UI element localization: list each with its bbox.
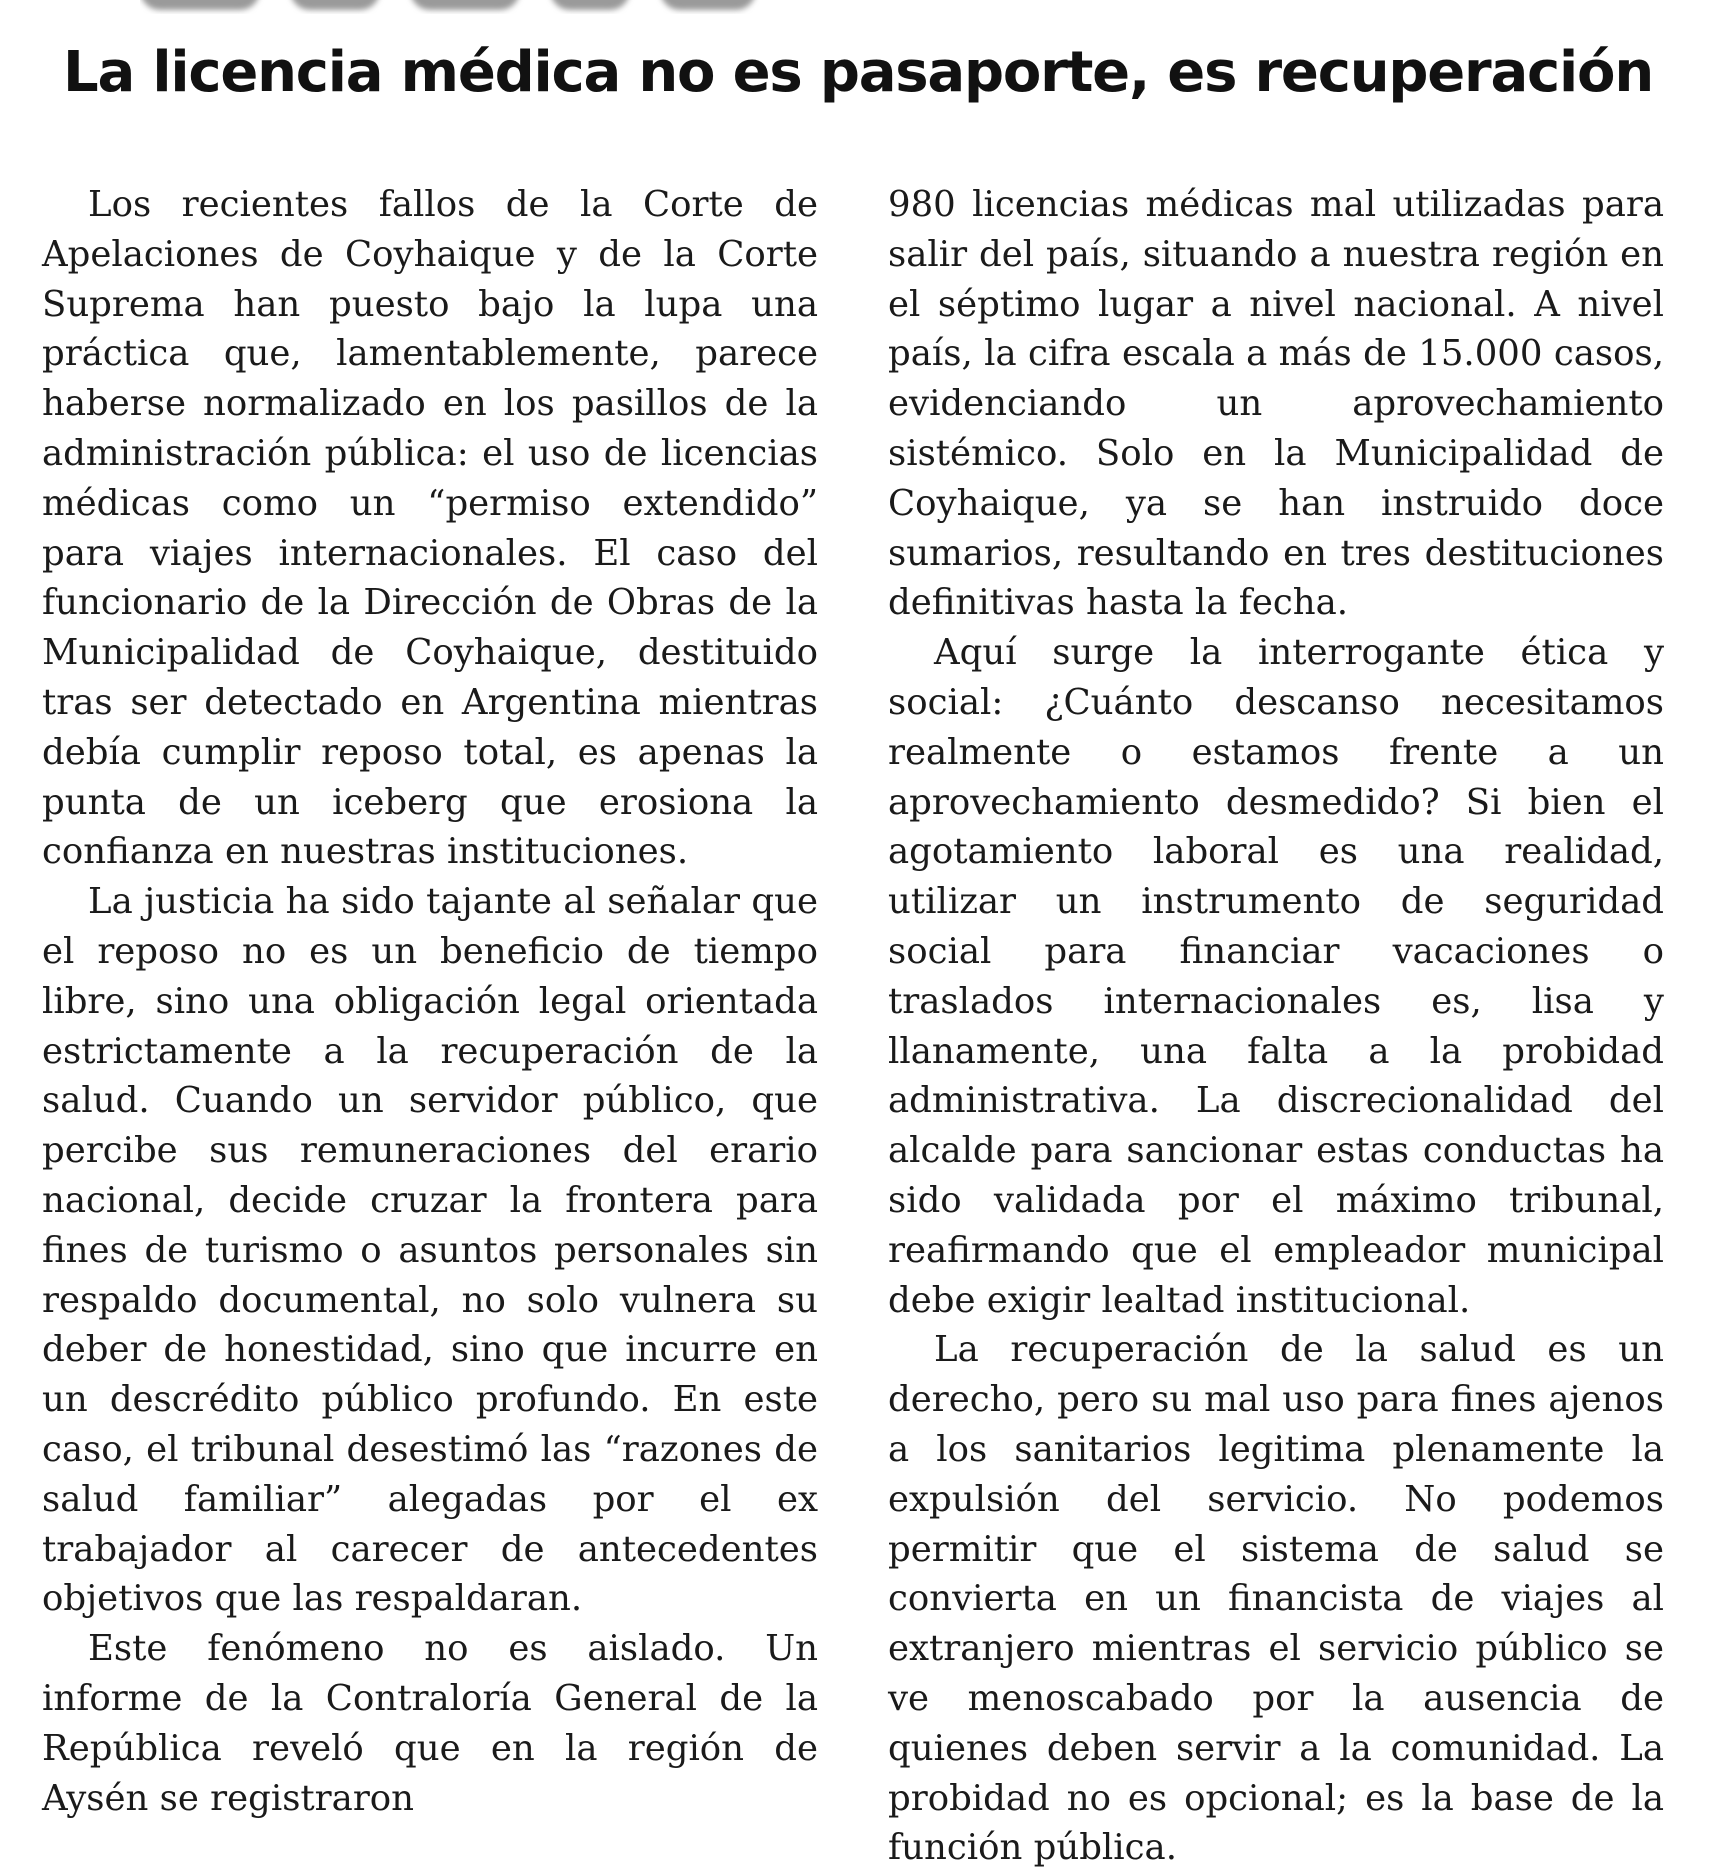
paragraph-4: Aquí surge la interrogante ética y social: ¿Cuánto descanso necesitamos realmente o estamos frente a un aprovechamiento desmedido? Si bien el agotamiento laboral es una realidad, utilizar un instrumento de seguridad social para financiar vacaciones o traslados internacionales es, lisa y llanamente, una falta a la probidad administrativa. La discrecionalidad del alcalde para sancionar estas conductas ha sido validada por el máximo tribunal, reafirmando que el empleador municipal debe exigir lealtad institucional.	[888, 632, 1664, 1321]
paragraph-3: Este fenómeno no es aislado. Un informe de la Contraloría General de la República reveló que en la región de Aysén se registraron	[42, 1628, 818, 1819]
article-headline: La licencia médica no es pasaporte, es recuperación	[63, 40, 1653, 105]
paragraph-5: La recuperación de la salud es un derecho, pero su mal uso para fines ajenos a los sanitarios legitima plenamente la expulsión del servicio. No podemos permitir que el sistema de salud se convierta en un financista de viajes al extranjero mientras el servicio público se ve menoscabado por la ausencia de quienes deben servir a la comunidad. La probidad no es opcional; es la base de la función pública.	[888, 1329, 1664, 1869]
article-column-left	[42, 180, 818, 1823]
article-column-right	[888, 180, 1664, 1873]
clipped-header-fragment	[140, 0, 760, 14]
paragraph-3-continued: 980 licencias médicas mal utilizadas para salir del país, situando a nuestra región en el séptimo lugar a nivel nacional. A nivel país, la cifra escala a más de 15.000 casos, evidenciando un aprovechamiento sistémico. Solo en la Municipalidad de Coyhaique, ya se han instruido doce sumarios, resultando en tres destituciones definitivas hasta la fecha.	[888, 184, 1664, 624]
paragraph-1: Los recientes fallos de la Corte de Apelaciones de Coyhaique y de la Corte Suprema han puesto bajo la lupa una práctica que, lamentablemente, parece haberse normalizado en los pasillos de la administración pública: el uso de licencias médicas como un “permiso extendido” para viajes internacionales. El caso del funcionario de la Dirección de Obras de la Municipalidad de Coyhaique, destituido tras ser detectado en Argentina mientras debía cumplir reposo total, es apenas la punta de un iceberg que erosiona la confianza en nuestras instituciones.	[42, 184, 818, 873]
paragraph-2: La justicia ha sido tajante al señalar que el reposo no es un beneficio de tiempo libre, sino una obligación legal orientada estrictamente a la recuperación de la salud. Cuando un servidor público, que percibe sus remuneraciones del erario nacional, decide cruzar la frontera para fines de turismo o asuntos personales sin respaldo documental, no solo vulnera su deber de honestidad, sino que incurre en un descrédito público profundo. En este caso, el tribunal desestimó las “razones de salud familiar” alegadas por el ex trabajador al carecer de antecedentes objetivos que las respaldaran.	[42, 881, 818, 1620]
